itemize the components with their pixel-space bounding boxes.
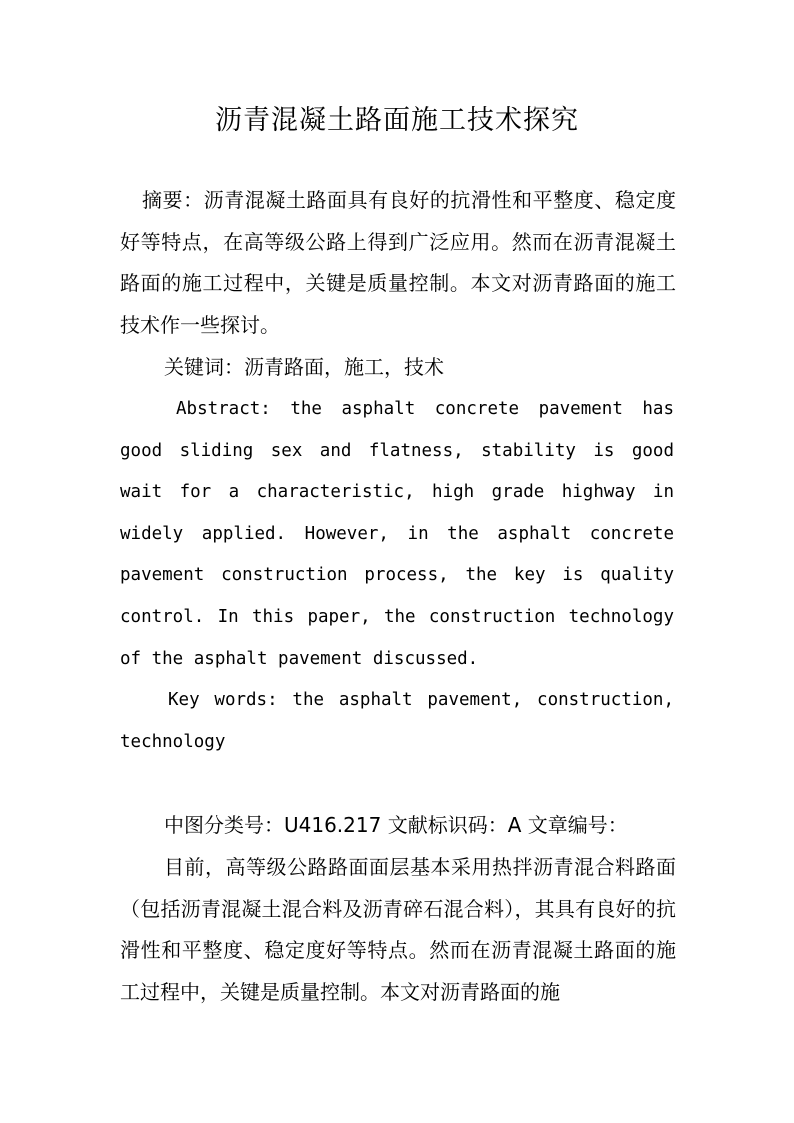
paper-title: 沥青混凝土路面施工技术探究 <box>215 105 579 136</box>
body-paragraph: 目前，高等级公路路面面层基本采用热拌沥青混合料路面（包括沥青混凝土混合料及沥青碎石混合料），其具有良好的抗滑性和平整度、稳定度好等特点。然而在沥青混凝土路面的施工过程中，关键是质量控制。本文对沥青路面的施 <box>120 855 676 1004</box>
classification-line: 中图分类号：U416.217 文献标识码：A 文章编号： <box>164 813 628 837</box>
keywords-english: Key words: the asphalt pavement, construction, technology <box>120 690 674 752</box>
abstract-chinese: 摘要：沥青混凝土路面具有良好的抗滑性和平整度、稳定度好等特点，在高等级公路上得到广泛应用。然而在沥青混凝土路面的施工过程中，关键是质量控制。本文对沥青路面的施工技术作一些探讨。 <box>120 188 676 337</box>
abstract-english: Abstract: the asphalt concrete pavement has good sliding sex and flatness, stability is good wait for a characteristic, high grade highway in widely applied. However, in the asphalt concrete pavement construction process, the key is quality control. In this paper, the construction technology of the asphalt pavement discussed. <box>120 399 674 669</box>
keywords-chinese: 关键词：沥青路面，施工，技术 <box>164 355 444 379</box>
